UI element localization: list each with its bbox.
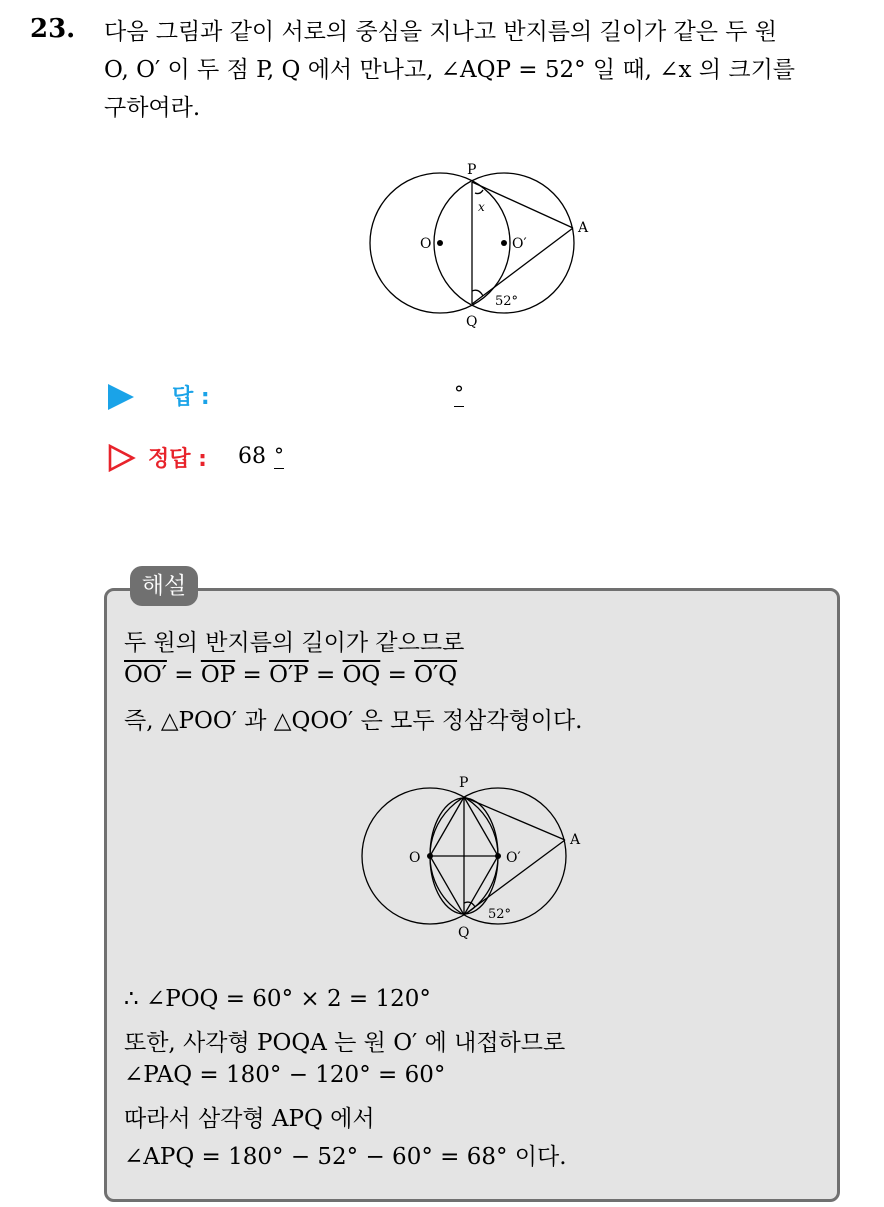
- angle-x-arc: [475, 190, 483, 194]
- answer-unit: °: [454, 381, 464, 405]
- solution-line-3: 즉, △POO′ 과 △QOO′ 은 모두 정삼각형이다.: [124, 708, 583, 734]
- label-a: A: [570, 832, 581, 848]
- question-line-3: 구하여라.: [104, 95, 201, 121]
- correct-unit: °: [274, 443, 284, 467]
- correct-label: 정답 :: [148, 447, 207, 472]
- label-x: x: [478, 200, 485, 214]
- correct-answer-row: [108, 442, 528, 476]
- label-a: A: [578, 220, 589, 236]
- question-number: 23.: [30, 14, 76, 44]
- center-o-dot: [427, 853, 433, 859]
- segment-o-prime-q: O′Q: [414, 662, 458, 688]
- solution-line-7: 따라서 삼각형 APQ 에서: [124, 1106, 375, 1132]
- outline-triangle-icon: [108, 444, 136, 472]
- label-q: Q: [458, 925, 470, 941]
- label-52: 52°: [495, 294, 519, 309]
- label-o: O: [409, 850, 421, 866]
- answer-label: 답 :: [172, 385, 210, 410]
- label-52: 52°: [488, 907, 512, 922]
- solution-figure: [352, 770, 602, 950]
- solution-line-6: ∠PAQ = 180° − 120° = 60°: [124, 1062, 446, 1088]
- label-p: P: [467, 162, 477, 178]
- question-line-1: 다음 그림과 같이 서로의 중심을 지나고 반지름의 길이가 같은 두 원: [104, 19, 777, 45]
- label-o: O: [420, 236, 432, 252]
- segment-oq: $\overline{OQ}$: [342, 662, 381, 688]
- solution-line-4: ∴ ∠POQ = 60° × 2 = 120°: [124, 986, 431, 1012]
- segment-op: $\overline{OP}$: [200, 662, 236, 688]
- label-o-prime: O′: [512, 236, 527, 252]
- question-line-2: O, O′ 이 두 점 P, Q 에서 만나고, ∠AQP = 52° 일 때, ∠x 의 크기를: [104, 57, 796, 83]
- segment-pa: [472, 182, 573, 228]
- solution-line-5: 또한, 사각형 POQA 는 원 O′ 에 내접하므로: [124, 1030, 566, 1056]
- solution-line-8: ∠APQ = 180° − 52° − 60° = 68° 이다.: [124, 1144, 567, 1170]
- solution-line-1: 두 원의 반지름의 길이가 같으므로: [124, 630, 465, 656]
- question-text: [104, 13, 864, 127]
- equals-sign: =: [387, 662, 407, 688]
- equals-sign: =: [174, 662, 194, 688]
- label-o-prime: O′: [506, 850, 521, 866]
- correct-value: 68: [238, 444, 266, 469]
- equals-sign: =: [242, 662, 262, 688]
- center-o-prime-dot: [495, 853, 501, 859]
- segment-oo-prime: OO′: [124, 662, 167, 688]
- solution-line-2: [124, 662, 457, 688]
- answer-row: [108, 380, 528, 414]
- solution-tag: 해설: [130, 566, 198, 606]
- center-o-prime-dot: [501, 240, 507, 246]
- label-p: P: [459, 775, 469, 791]
- segment-pa: [464, 797, 565, 840]
- angle-52-arc: [472, 290, 483, 296]
- play-icon: [108, 384, 134, 410]
- label-q: Q: [466, 314, 478, 330]
- center-o-dot: [437, 240, 443, 246]
- problem-figure: [362, 155, 602, 335]
- equals-sign: =: [315, 662, 336, 688]
- segment-o-prime-p: O′P: [269, 662, 309, 688]
